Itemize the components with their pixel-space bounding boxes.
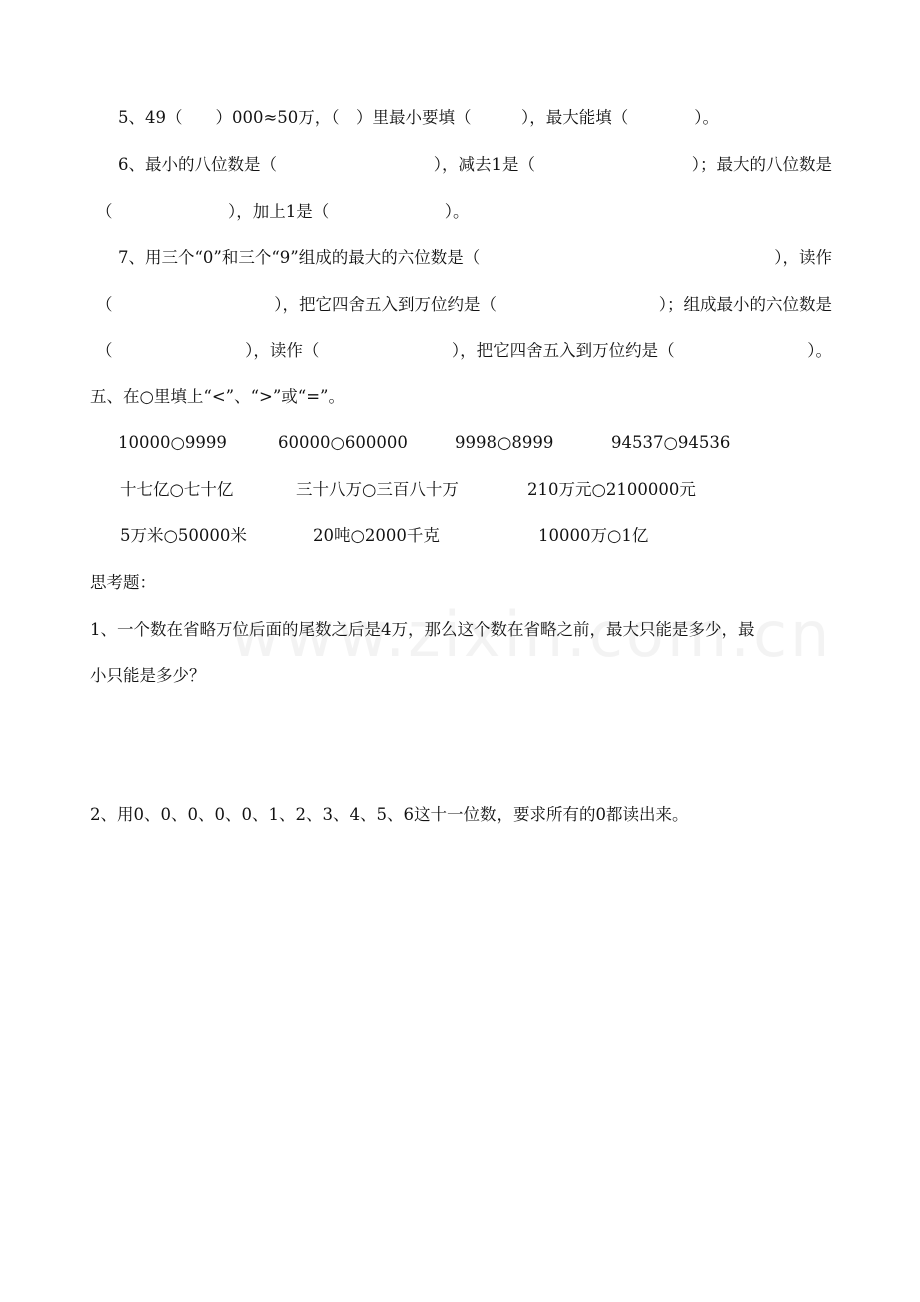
q7-part-2: ），读作 <box>774 248 832 267</box>
thinking-title: 思考题： <box>90 573 156 592</box>
q7b-part-2: ），把它四舍五入到万位约是（ <box>274 295 497 314</box>
compare-item: 60000○600000 <box>278 433 408 452</box>
q6-part-3: ）；最大的八位数是 <box>691 155 832 174</box>
compare-item: 十七亿○七十亿 <box>120 480 234 499</box>
compare-item: 10000○9999 <box>118 433 227 452</box>
question-7-line-3 <box>96 341 832 361</box>
compare-item: 210万元○2100000元 <box>527 480 696 499</box>
compare-item: 20吨○2000千克 <box>313 526 440 545</box>
compare-item: 9998○8999 <box>455 433 554 452</box>
q7c-part-1: （ <box>96 341 113 360</box>
q7c-part-4: ）。 <box>807 341 832 360</box>
compare-item: 5万米○50000米 <box>120 526 247 545</box>
question-5: 5、49（ ）000≈50万，（ ）里最小要填（ ），最大能填（ ）。 <box>118 108 720 127</box>
section-5-title: 五、在○里填上“<”、“>”或“=”。 <box>90 387 345 406</box>
compare-item: 10000万○1亿 <box>538 526 649 545</box>
q6-part-2: ），减去1是（ <box>433 155 535 174</box>
q7b-part-3: ）；组成最小的六位数是 <box>658 295 832 314</box>
question-6-line-2: （ ），加上1是（ ）。 <box>96 202 470 221</box>
question-7-line-2 <box>96 295 832 315</box>
q7c-part-2: ），读作（ <box>245 341 320 360</box>
question-6-line-1 <box>118 155 832 175</box>
q6-part-1: 6、最小的八位数是（ <box>118 155 277 174</box>
compare-item: 94537○94536 <box>611 433 731 452</box>
thinking-question-2: 2、用0、0、0、0、0、1、2、3、4、5、6这十一位数，要求所有的0都读出来。 <box>90 805 689 824</box>
q7b-part-1: （ <box>96 295 113 314</box>
question-7-line-1 <box>118 248 832 268</box>
compare-item: 三十八万○三百八十万 <box>296 480 459 499</box>
q7c-part-3: ），把它四舍五入到万位约是（ <box>451 341 675 360</box>
q7-part-1: 7、用三个“0”和三个“9”组成的最大的六位数是（ <box>118 248 481 267</box>
thinking-question-1-line-1: 1、一个数在省略万位后面的尾数之后是4万，那么这个数在省略之前，最大只能是多少，最 <box>90 620 755 639</box>
thinking-question-1-line-2: 小只能是多少？ <box>90 666 206 685</box>
